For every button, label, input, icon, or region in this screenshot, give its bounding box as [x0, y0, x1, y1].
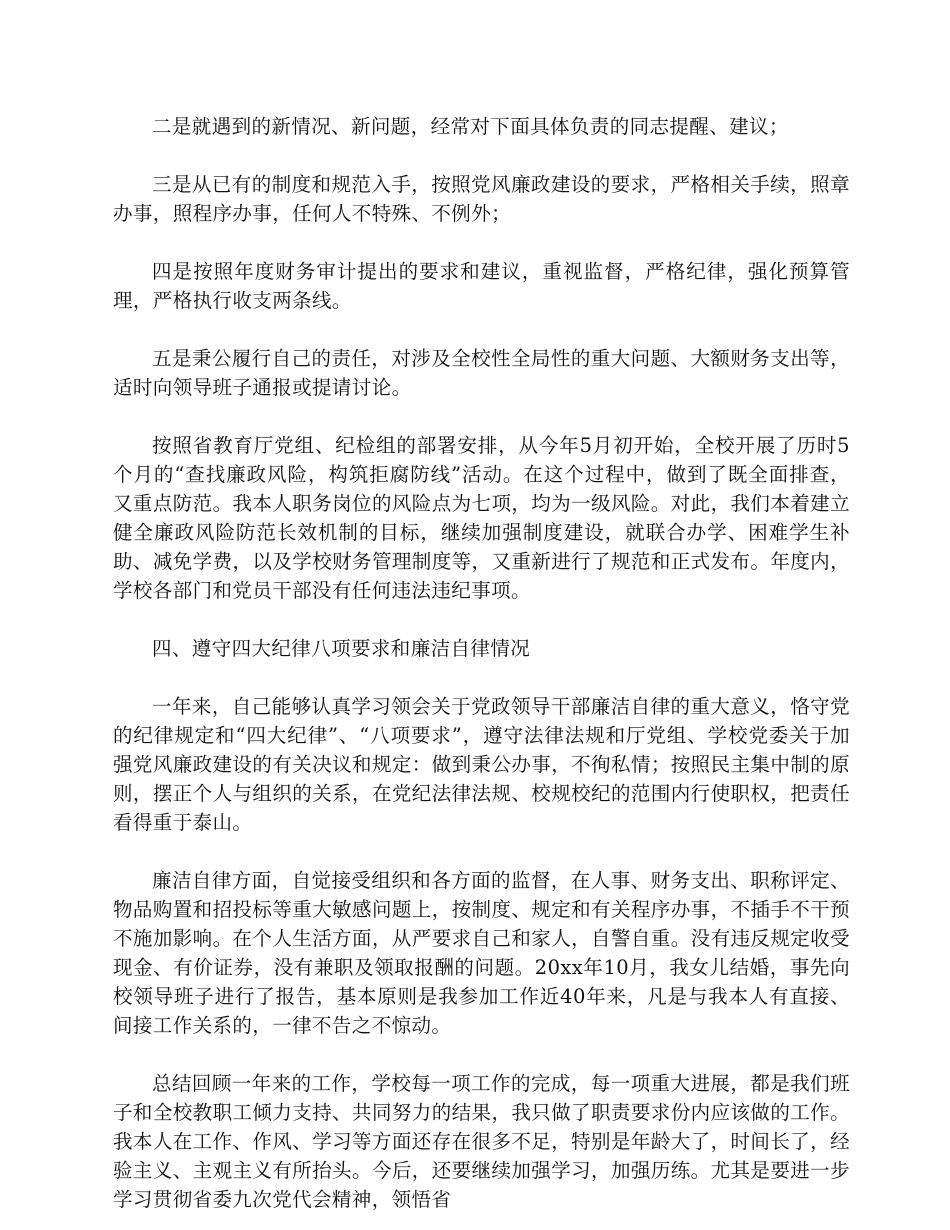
paragraph-integrity: 廉洁自律方面，自觉接受组织和各方面的监督，在人事、财务支出、职称评定、物品购置和招投标等重大敏感问题上，按制度、规定和有关程序办事，不插手不干预不施加影响。在个人生活方面，从严要求自己和家人，自警自重。没有违反规定收受现金、有价证券，没有兼职及领取报酬的问题。20xx年10月，我女儿结婚，事先向校领导班子进行了报告，基本原则是我参加工作近40年来，凡是与我本人有直接、间接工作关系的，一律不告之不惊动。	[113, 869, 850, 1037]
paragraph-summary: 总结回顾一年来的工作，学校每一项工作的完成，每一项重大进展，都是我们班子和全校教职工倾力支持、共同努力的结果，我只做了职责要求份内应该做的工作。我本人在工作、作风、学习等方面还存在很多不足，特别是年龄大了，时间长了，经验主义、主观主义有所抬头。今后，还要继续加强学习，加强历练。尤其是要进一步学习贯彻省委九次党代会精神，领悟省	[113, 1072, 850, 1211]
paragraph-item-4: 四是按照年度财务审计提出的要求和建议，重视监督，严格纪律，强化预算管理，严格执行收支两条线。	[113, 260, 850, 312]
paragraph-item-3: 三是从已有的制度和规范入手，按照党风廉政建设的要求，严格相关手续，照章办事，照程序办事，任何人不特殊、不例外；	[113, 173, 850, 225]
paragraph-item-2: 二是就遇到的新情况、新问题，经常对下面具体负责的同志提醒、建议；	[152, 115, 789, 138]
paragraph-item-5: 五是秉公履行自己的责任，对涉及全校性全局性的重大问题、大额财务支出等，适时向领导班子通报或提请讨论。	[113, 347, 850, 399]
section-heading: 四、遵守四大纪律八项要求和廉洁自律情况	[152, 637, 531, 660]
document-page	[113, 112, 850, 1214]
paragraph-risk-campaign: 按照省教育厅党组、纪检组的部署安排，从今年5月初开始，全校开展了历时5个月的“查找廉政风险，构筑拒腐防线”活动。在这个过程中，做到了既全面排查，又重点防范。我本人职务岗位的风险点为七项，均为一级风险。对此，我们本着建立健全廉政风险防范长效机制的目标，继续加强制度建设，就联合办学、困难学生补助、减免学费，以及学校财务管理制度等，又重新进行了规范和正式发布。年度内，学校各部门和党员干部没有任何违法违纪事项。	[113, 434, 850, 602]
paragraph-self-discipline: 一年来，自己能够认真学习领会关于党政领导干部廉洁自律的重大意义，恪守党的纪律规定和“四大纪律”、“八项要求”，遵守法律法规和厅党组、学校党委关于加强党风廉政建设的有关决议和规定：做到秉公办事，不徇私情；按照民主集中制的原则，摆正个人与组织的关系，在党纪法律法规、校规校纪的范围内行使职权，把责任看得重于泰山。	[113, 695, 850, 834]
